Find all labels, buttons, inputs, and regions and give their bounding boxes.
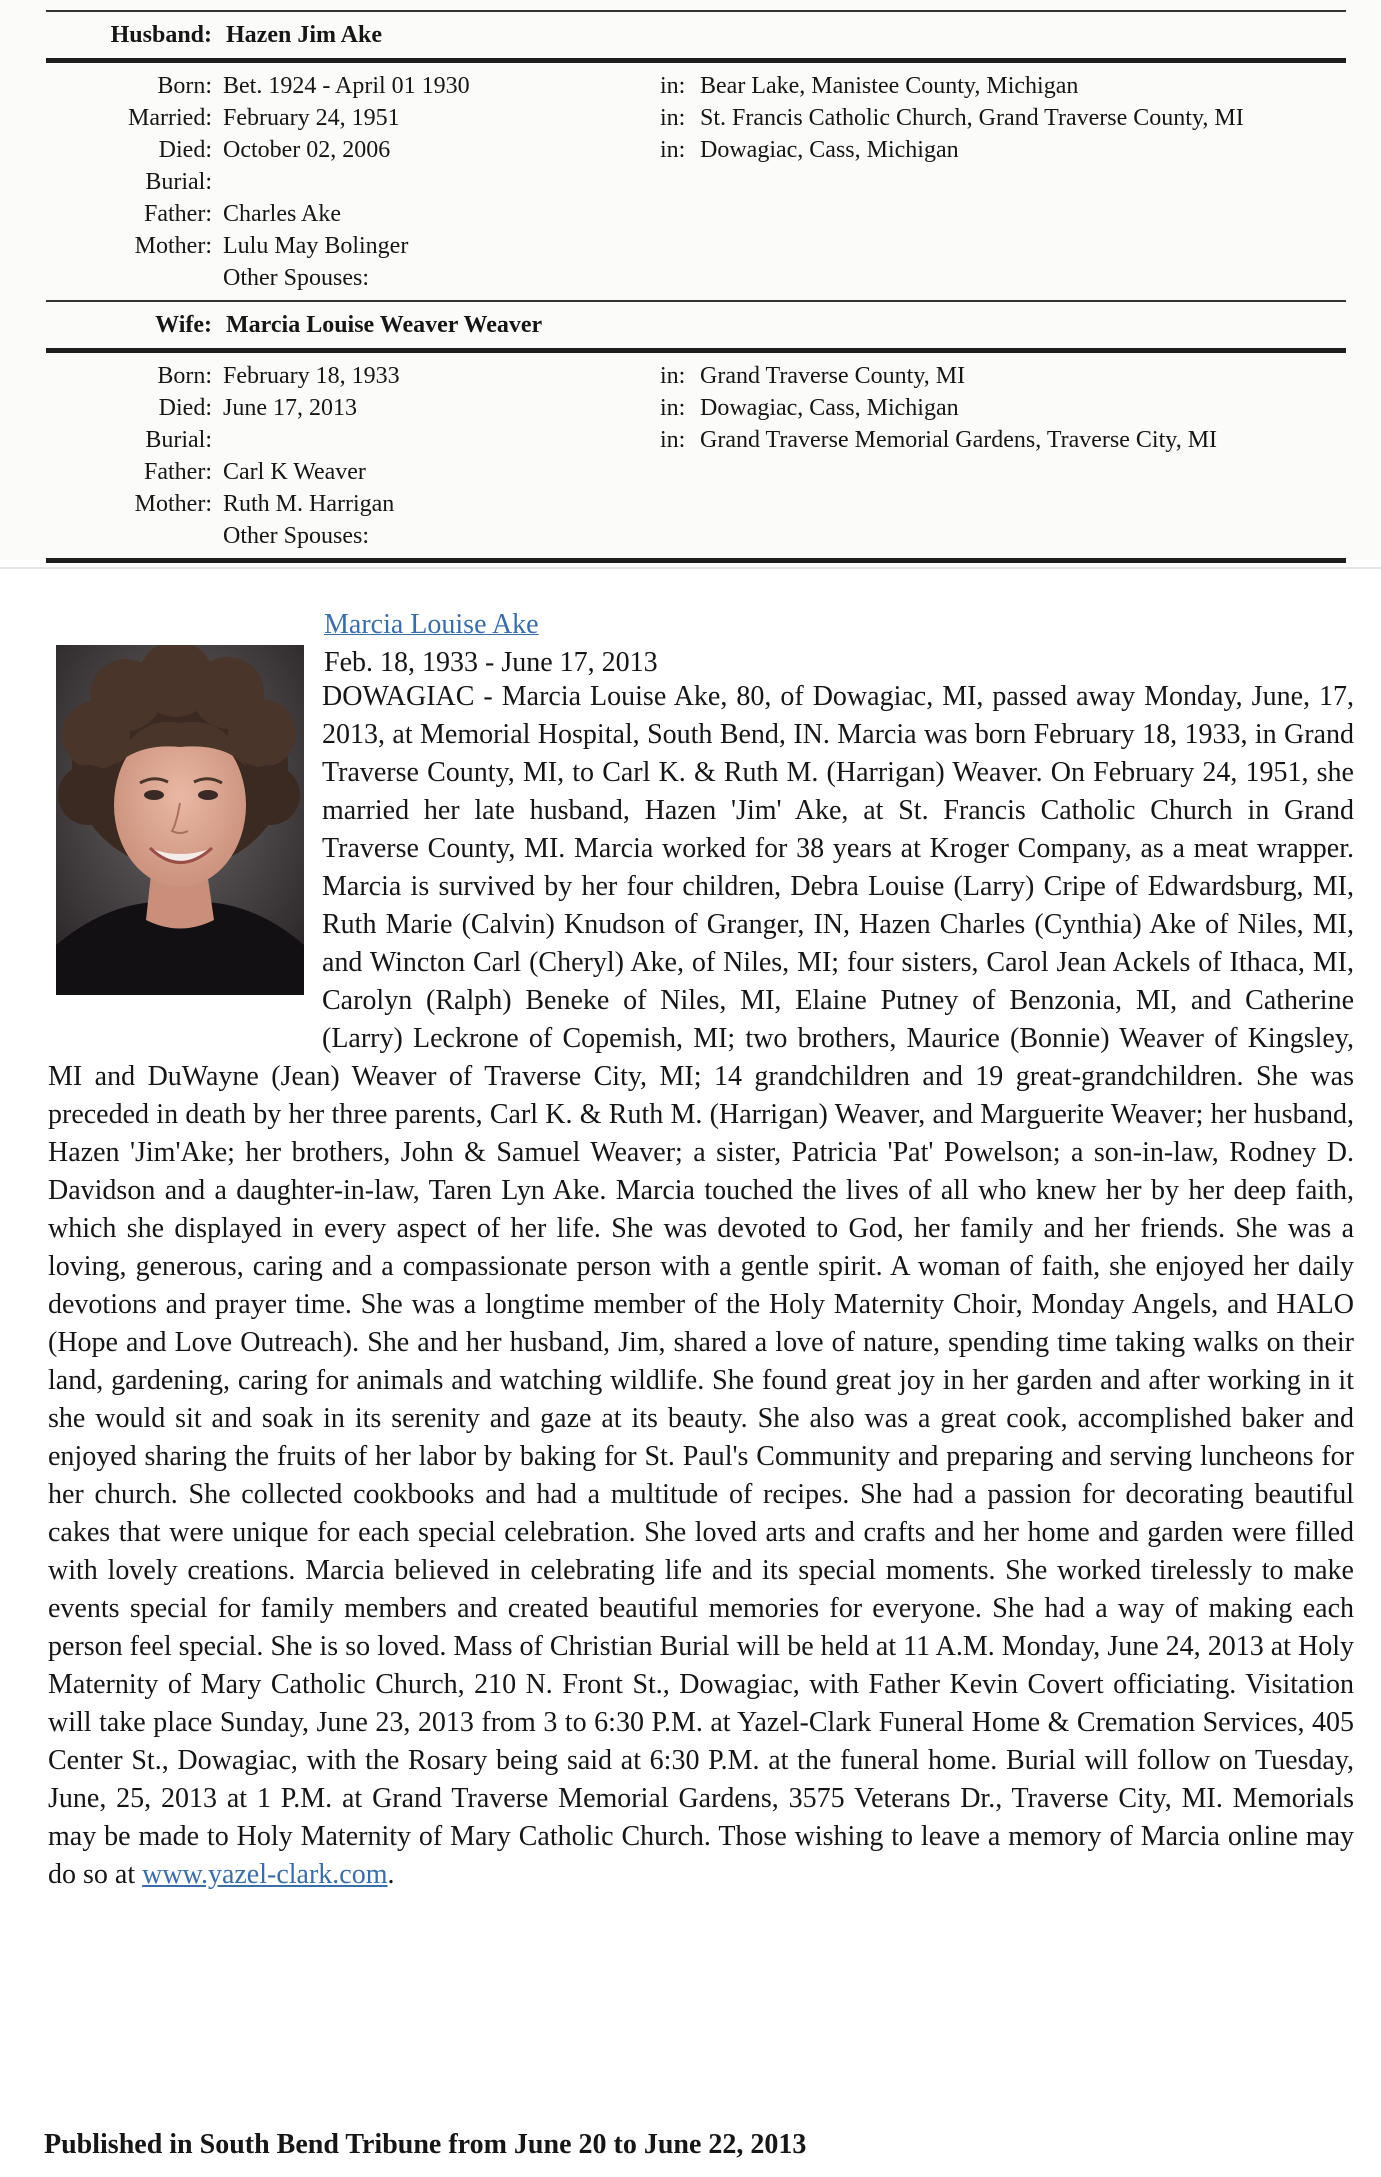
row-in-label: in: xyxy=(660,137,686,163)
row-label: Born: xyxy=(157,73,212,99)
row-value: February 24, 1951 xyxy=(223,105,400,131)
other-spouses-label: Other Spouses: xyxy=(223,265,369,291)
obituary-dates: Feb. 18, 1933 - June 17, 2013 xyxy=(324,647,658,678)
row-place: Bear Lake, Manistee County, Michigan xyxy=(700,73,1079,99)
row-value: Lulu May Bolinger xyxy=(223,233,409,259)
separator-rule xyxy=(46,300,1346,302)
other-spouses-label: Other Spouses: xyxy=(223,523,369,549)
row-value: Ruth M. Harrigan xyxy=(223,491,395,517)
row-label: Father: xyxy=(144,459,212,485)
row-label: Died: xyxy=(158,395,212,421)
portrait-image xyxy=(56,645,304,995)
portrait-photo xyxy=(56,645,304,995)
obituary-text: DOWAGIAC - Marcia Louise Ake, 80, of Dowagiac, MI, passed away Monday, June, 17, 2013, at Memorial Hospital, South Bend, IN. Marcia was born February 18, 1933, in Grand Traverse County, MI, to Carl K. & Ruth M. (Harrigan) Weaver. On February 24, 1951, she married her late husband, Hazen 'Jim' Ake, at St. Francis Catholic Church in Grand Traverse County, MI. Marcia worked for 38 years at Kroger Company, as a meat wrapper. Marcia is survived by her four children, Debra Louise (Larry) Cripe of Edwardsburg, MI, Ruth Marie (Calvin) Knudson of Granger, IN, Hazen Charles (Cynthia) Ake of Niles, MI, and Wincton Carl (Cheryl) Ake, of Niles, MI; four sisters, Carol Jean Ackels of Ithaca, MI, Carolyn (Ralph) Beneke of Niles, MI, Elaine Putney of Benzonia, MI, and Catherine (Larry) Leckrone of Copemish, MI; two brothers, Maurice (Bonnie) Weaver of Kingsley, MI and DuWayne (Jean) Weaver of Traverse City, MI; 14 grandchildren and 19 great-grandchildren. She was preceded in death by her three parents, Carl K. & Ruth M. (Harrigan) Weaver, and Marguerite Weaver; her husband, Hazen 'Jim'Ake; her brothers, John & Samuel Weaver; a sister, Patricia 'Pat' Powelson; a son-in-law, Rodney D. Davidson and a daughter-in-law, Taren Lyn Ake. Marcia touched the lives of all who knew her by her deep faith, which she displayed in every aspect of her life. She was devoted to God, her family and her friends. She was a loving, generous, caring and a compassionate person with a gentle spirit. A woman of faith, she enjoyed her daily devotions and prayer time. She was a longtime member of the Holy Maternity Choir, Monday Angels, and HALO (Hope and Love Outreach). She and her husband, Jim, shared a love of nature, spending time taking walks on their land, gardening, caring for animals and watching wildlife. She found great joy in her garden and after working in it she would sit and soak in its serenity and gaze at its beauty. She also was a great cook, accomplished baker and enjoyed sharing the fruits of her labor by baking for St. Paul's Community and preparing and serving luncheons for her church. She collected cookbooks and had a multitude of recipes. She had a passion for decorating beautiful cakes that were unique for each special celebration. She loved arts and crafts and her home and garden were filled with lovely creations. Marcia believed in celebrating life and its special moments. She worked tirelessly to make events special for family members and created beautiful memories for everyone. She had a way of making each person feel special. She is so loved. Mass of Christian Burial will be held at 11 A.M. Monday, June 24, 2013 at Holy Maternity of Mary Catholic Church, 210 N. Front St., Dowagiac, with Father Kevin Covert officiating. Visitation will take place Sunday, June 23, 2013 from 3 to 6:30 P.M. at Yazel-Clark Funeral Home & Cremation Services, 405 Center St., Dowagiac, with the Rosary being said at 6:30 P.M. at the funeral home. Burial will follow on Tuesday, June, 25, 2013 at 1 P.M. at Grand Traverse Memorial Gardens, 3575 Veterans Dr., Traverse City, MI. Memorials may be made to Holy Maternity of Mary Catholic Church. Those wishing to leave a memory of Marcia online may do so at xyxy=(48,681,1354,1890)
obituary-clipping xyxy=(0,572,1381,2177)
scan-edge xyxy=(0,567,1381,569)
family-group-sheet xyxy=(0,0,1381,560)
wife-name: Marcia Louise Weaver Weaver xyxy=(226,312,543,338)
row-value: Charles Ake xyxy=(223,201,341,227)
husband-rule xyxy=(46,58,1346,63)
bottom-rule xyxy=(46,558,1346,563)
row-value: Carl K Weaver xyxy=(223,459,366,485)
row-in-label: in: xyxy=(660,363,686,389)
husband-heading-label: Husband: xyxy=(110,22,212,48)
row-value: February 18, 1933 xyxy=(223,363,400,389)
obituary-name-link[interactable]: Marcia Louise Ake xyxy=(324,609,539,640)
row-label: Born: xyxy=(157,363,212,389)
published-line: Published in South Bend Tribune from June 20 to June 22, 2013 xyxy=(44,2129,807,2160)
husband-heading xyxy=(0,22,382,49)
obituary-text-end: . xyxy=(387,1859,395,1890)
row-label: Burial: xyxy=(145,169,212,195)
row-place: Grand Traverse County, MI xyxy=(700,363,966,389)
wife-heading-label: Wife: xyxy=(155,312,212,338)
row-place: Grand Traverse Memorial Gardens, Traverse City, MI xyxy=(700,427,1218,453)
funeral-home-link[interactable]: www.yazel-clark.com xyxy=(142,1859,388,1890)
row-place: St. Francis Catholic Church, Grand Traverse County, MI xyxy=(700,105,1244,131)
row-in-label: in: xyxy=(660,73,686,99)
row-in-label: in: xyxy=(660,427,686,453)
row-value: June 17, 2013 xyxy=(223,395,357,421)
wife-rule xyxy=(46,348,1346,353)
wife-heading xyxy=(0,312,542,339)
row-label: Married: xyxy=(128,105,212,131)
row-label: Burial: xyxy=(145,427,212,453)
husband-name: Hazen Jim Ake xyxy=(226,22,382,48)
row-value: Bet. 1924 - April 01 1930 xyxy=(223,73,470,99)
row-place: Dowagiac, Cass, Michigan xyxy=(700,137,959,163)
row-label: Father: xyxy=(144,201,212,227)
row-in-label: in: xyxy=(660,105,686,131)
row-place: Dowagiac, Cass, Michigan xyxy=(700,395,959,421)
row-label: Mother: xyxy=(134,233,212,259)
top-rule xyxy=(46,10,1346,12)
row-label: Mother: xyxy=(134,491,212,517)
row-label: Died: xyxy=(158,137,212,163)
row-in-label: in: xyxy=(660,395,686,421)
row-value: October 02, 2006 xyxy=(223,137,391,163)
